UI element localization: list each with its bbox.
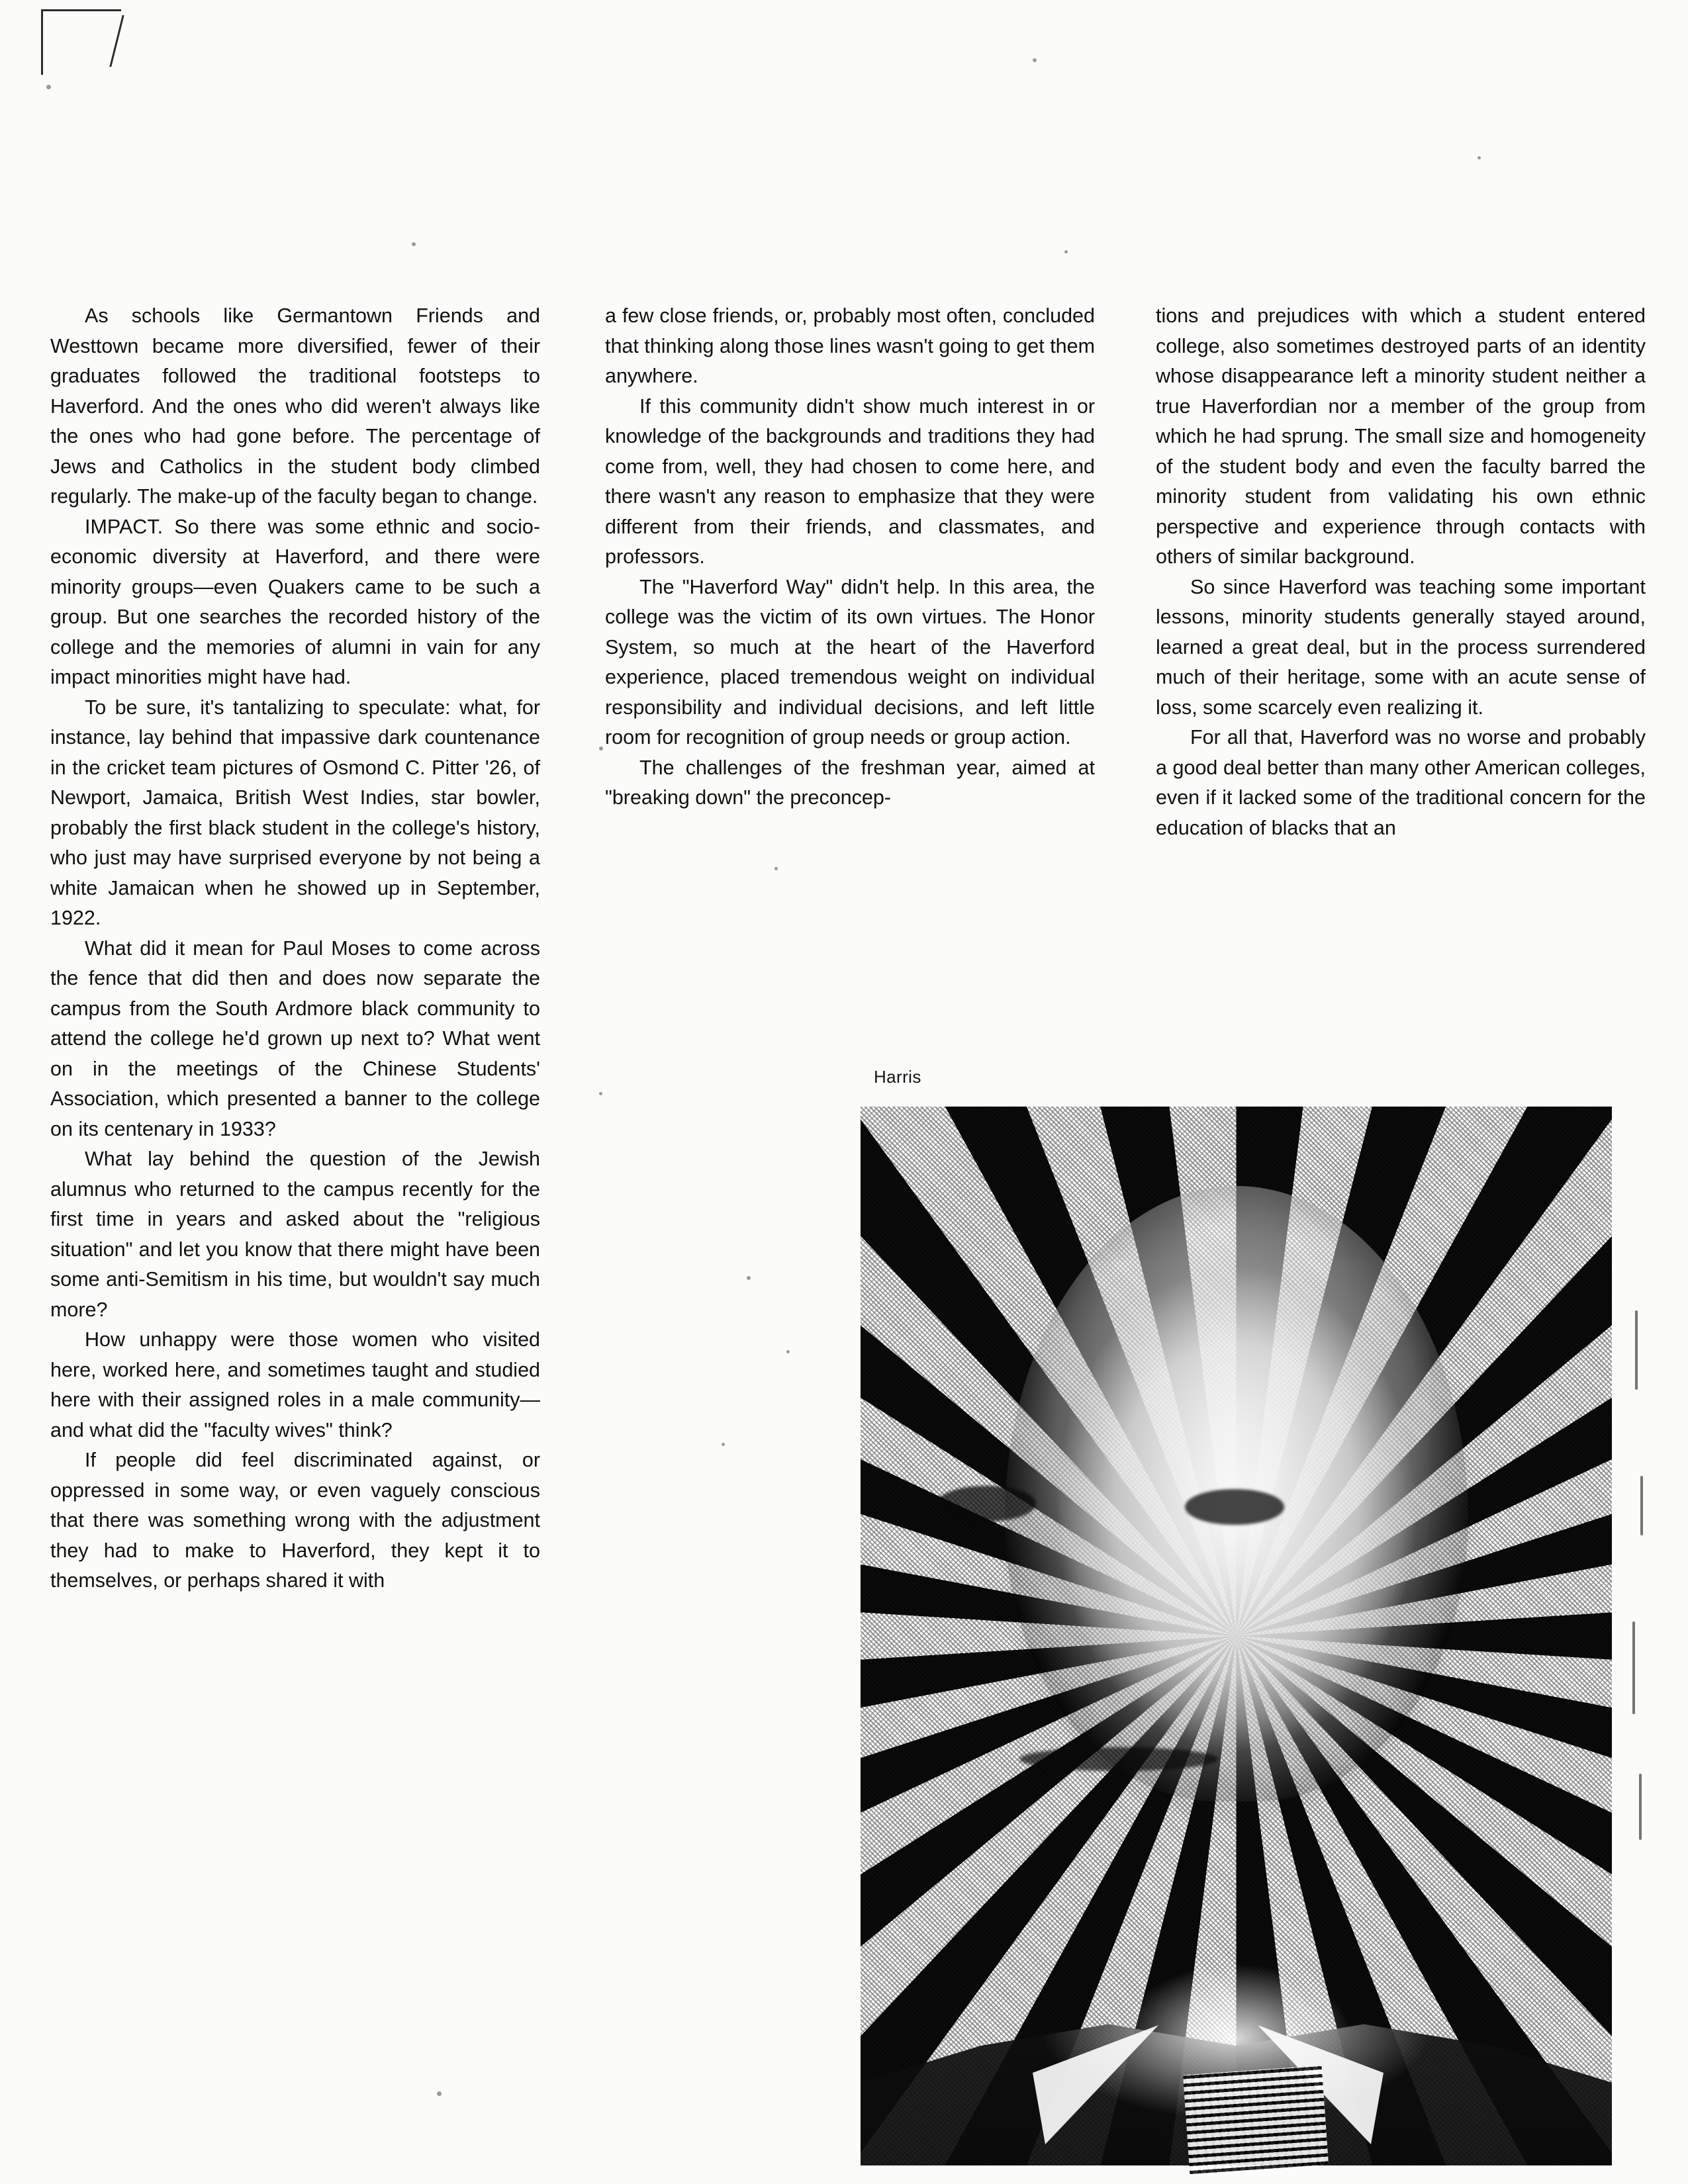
portrait-eye-right [1185, 1489, 1284, 1525]
paragraph: The "Haverford Way" didn't help. In this area, the college was the victim of its own virtues. The Honor System, so much at the heart of the Haverford experience, placed tremendous weight on individual responsibility and individual decisions, and left little room for recognition of group needs or group action. [605, 575, 1095, 749]
paragraph: If this community didn't show much interest in or knowledge of the backgrounds and traditions they had come from, well, they had chosen to come here, and there wasn't any reason to emphasize that they were different from their friends, and classmates, and professors. [605, 394, 1095, 568]
paragraph: What lay behind the question of the Jewish alumnus who returned to the campus recently for the first time in years and asked about the "religious situation" and let you know that there might have been some anti-Semitism in his time, but wouldn't say much more? [50, 1148, 540, 1321]
paragraph: To be sure, it's tantalizing to speculate: what, for instance, lay behind that impassive dark countenance in the cricket team pictures of Osmond C. Pitter '26, of Newport, Jamaica, British West Indies, star bowler, probably the first black student in the college's history, who just may have surprised everyone by not being a white Jamaican when he showed up in September, 1922. [50, 696, 540, 929]
portrait-necktie [1183, 2066, 1329, 2174]
paragraph: If people did feel discriminated against, or oppressed in some way, or even vaguely conscious that there was something wrong with the adjustment they had to make to Haverford, they kept it to themselves, or perhaps shared it with [50, 1449, 540, 1592]
portrait-mouth [1019, 1747, 1218, 1771]
scan-speckle [412, 242, 416, 246]
paragraph: tions and prejudices with which a student entered college, also sometimes destroyed parts of an identity whose disappearance left a minority student neither a true Haverfordian nor a member of the group from which he had sprung. The small size and homogeneity of the student body and even the faculty barred the minority student from validating his own ethnic perspective and experience through contacts with others of similar background. [1156, 304, 1646, 568]
paragraph: a few close friends, or, probably most often, concluded that thinking along those lines wasn't going to get them anywhere. [605, 304, 1095, 387]
scan-speckle [722, 1443, 725, 1446]
scan-speckle [1033, 58, 1037, 62]
text-column-3 [1156, 301, 1646, 843]
scan-speckle [1477, 156, 1481, 159]
scan-speckle [786, 1350, 790, 1353]
scan-speckle [599, 747, 603, 751]
registration-corner-mark [41, 9, 121, 75]
portrait-eye-left [937, 1486, 1036, 1522]
text-column-2 [605, 301, 1095, 813]
scan-speckle [437, 2091, 442, 2096]
paragraph: How unhappy were those women who visited here, worked here, and sometimes taught and studied here with their assigned roles in a male community—and what did the "faculty wives" think? [50, 1328, 540, 1441]
paragraph: As schools like Germantown Friends and Westtown became more diversified, fewer of their graduates followed the traditional footsteps to Haverford. And the ones who did weren't always like the ones who had gone before. The percentage of Jews and Catholics in the student body climbed regularly. The make-up of the faculty began to change. [50, 304, 540, 508]
paragraph: IMPACT. So there was some ethnic and socio-economic diversity at Haverford, and there were minority groups—even Quakers came to be such a group. But one searches the recorded history of the college and the memories of alumni in vain for any impact minorities might have had. [50, 515, 540, 688]
scan-speckle [1064, 250, 1068, 253]
scan-speckle [774, 867, 778, 870]
scan-edge-marks [1631, 1310, 1648, 1906]
scan-speckle [46, 85, 51, 89]
portrait-photograph [861, 1107, 1612, 2165]
scan-speckle [747, 1276, 751, 1280]
scan-speckle [599, 1092, 602, 1095]
paragraph: For all that, Haverford was no worse and probably a good deal better than many other American colleges, even if it lacked some of the traditional concern for the education of blacks that an [1156, 726, 1646, 839]
paragraph: So since Haverford was teaching some important lessons, minority students generally stayed around, learned a great deal, but in the process surrendered much of their heritage, some with an acute sense of loss, some scarcely even realizing it. [1156, 575, 1646, 719]
photo-credit-caption: Harris [874, 1067, 921, 1087]
text-column-1 [50, 301, 540, 1596]
paragraph: The challenges of the freshman year, aimed at "breaking down" the preconcep- [605, 756, 1095, 809]
paragraph: What did it mean for Paul Moses to come across the fence that did then and does now separate the campus from the South Ardmore black community to attend the college he'd grown up next to? What went on in the meetings of the Chinese Students' Association, which presented a banner to the college on its centenary in 1933? [50, 936, 540, 1140]
